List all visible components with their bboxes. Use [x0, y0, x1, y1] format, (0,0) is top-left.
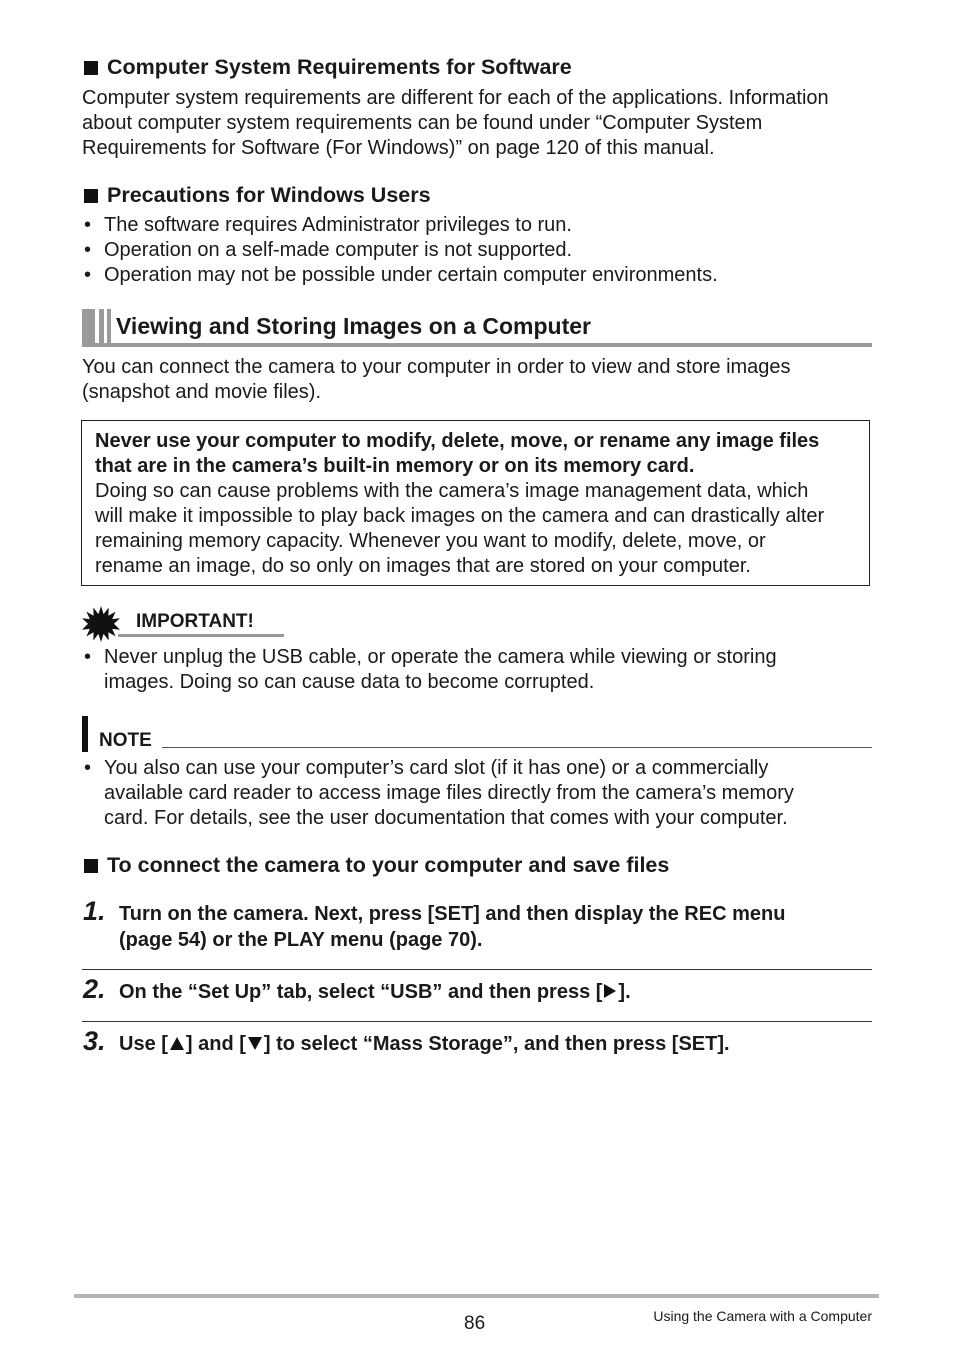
- bullet-icon: •: [84, 214, 92, 236]
- list-item-text: images. Doing so can cause data to become corrupted.: [104, 671, 595, 693]
- list-item-text: Never unplug the USB cable, or operate the camera while viewing or storing: [104, 646, 777, 668]
- page-number: 86: [464, 1313, 486, 1334]
- step-number: 1.: [83, 896, 106, 926]
- section-heading-procedure: [84, 852, 669, 878]
- bullet-icon: •: [84, 646, 92, 668]
- bullet-icon: •: [84, 264, 92, 286]
- paragraph-line: Requirements for Software (For Windows)” on page 120 of this manual.: [82, 137, 715, 159]
- section-title-bar-marker: [82, 309, 95, 344]
- section-title-bar-marker: [99, 309, 104, 344]
- warning-line: remaining memory capacity. Whenever you want to modify, delete, move, or: [95, 530, 766, 552]
- bullet-icon: •: [84, 239, 92, 261]
- starburst-icon: [82, 606, 120, 642]
- list-item-text: available card reader to access image files directly from the camera’s memory: [104, 782, 794, 804]
- square-bullet-icon: [84, 859, 98, 873]
- square-bullet-icon: [84, 189, 98, 203]
- heading-text: To connect the camera to your computer and save files: [107, 853, 670, 877]
- section-heading-precautions: [84, 182, 431, 208]
- step-line: (page 54) or the PLAY menu (page 70).: [119, 929, 483, 951]
- warning-text: [95, 429, 865, 579]
- important-underline: [118, 634, 284, 637]
- section-title: Viewing and Storing Images on a Computer: [116, 313, 591, 339]
- footer-rule: [74, 1294, 879, 1298]
- warning-line: Doing so can cause problems with the camera’s image management data, which: [95, 480, 809, 502]
- paragraph-line: about computer system requirements can be found under “Computer System: [82, 112, 763, 134]
- step-text-part: ] to select “Mass Storage”, and then press [SET].: [263, 1033, 730, 1055]
- list-item: [84, 213, 864, 238]
- list-item-text: The software requires Administrator privileges to run.: [104, 214, 572, 236]
- warning-line: rename an image, do so only on images that are stored on your computer.: [95, 555, 751, 577]
- list-item: [84, 263, 864, 288]
- important-label: IMPORTANT!: [136, 611, 254, 632]
- list-item: [84, 645, 864, 695]
- heading-text: Precautions for Windows Users: [107, 183, 431, 207]
- step-divider: [82, 969, 872, 970]
- right-triangle-icon: [603, 983, 617, 999]
- warning-line: will make it impossible to play back images on the camera and can drastically alter: [95, 505, 825, 527]
- step-text: [119, 1031, 730, 1057]
- section-heading-system-requirements: [84, 54, 572, 80]
- step-text: [119, 901, 879, 953]
- list-item-text: Operation on a self-made computer is not supported.: [104, 239, 573, 261]
- list-item: [84, 756, 864, 831]
- paragraph-line: You can connect the camera to your computer in order to view and store images: [82, 356, 791, 378]
- step-line: Turn on the camera. Next, press [SET] and then display the REC menu: [119, 903, 786, 925]
- section-title-underline: [82, 343, 872, 347]
- list-item: [84, 238, 864, 263]
- step-text-part: ] and [: [185, 1033, 246, 1055]
- heading-text: Computer System Requirements for Software: [107, 55, 572, 79]
- list-item-text: Operation may not be possible under certain computer environments.: [104, 264, 718, 286]
- note-label: NOTE: [99, 730, 152, 751]
- paragraph-line: Computer system requirements are different for each of the applications. Information: [82, 87, 829, 109]
- warning-bold-line: Never use your computer to modify, delete, move, or rename any image files: [95, 430, 820, 452]
- down-triangle-icon: [247, 1036, 263, 1051]
- step-divider: [82, 1021, 872, 1022]
- list-item-text: You also can use your computer’s card slot (if it has one) or a commercially: [104, 757, 769, 779]
- chapter-title: Using the Camera with a Computer: [653, 1308, 872, 1324]
- step-text-part: Use [: [119, 1033, 168, 1055]
- step-text-part: On the “Set Up” tab, select “USB” and then press [: [119, 981, 603, 1003]
- section-title-bar-marker: [107, 309, 111, 344]
- intro-paragraph: [82, 355, 882, 405]
- system-requirements-paragraph: [82, 86, 882, 161]
- square-bullet-icon: [84, 61, 98, 75]
- up-triangle-icon: [169, 1036, 185, 1051]
- step-text: [119, 979, 631, 1005]
- paragraph-line: (snapshot and movie files).: [82, 381, 322, 403]
- step-number: 3.: [83, 1026, 106, 1056]
- note-marker: [82, 716, 88, 752]
- note-rule: [162, 747, 872, 748]
- step-number: 2.: [83, 974, 106, 1004]
- warning-bold-line: that are in the camera’s built-in memory or on its memory card.: [95, 455, 695, 477]
- list-item-text: card. For details, see the user documentation that comes with your computer.: [104, 807, 788, 829]
- bullet-icon: •: [84, 757, 92, 779]
- step-text-part: ].: [618, 981, 631, 1003]
